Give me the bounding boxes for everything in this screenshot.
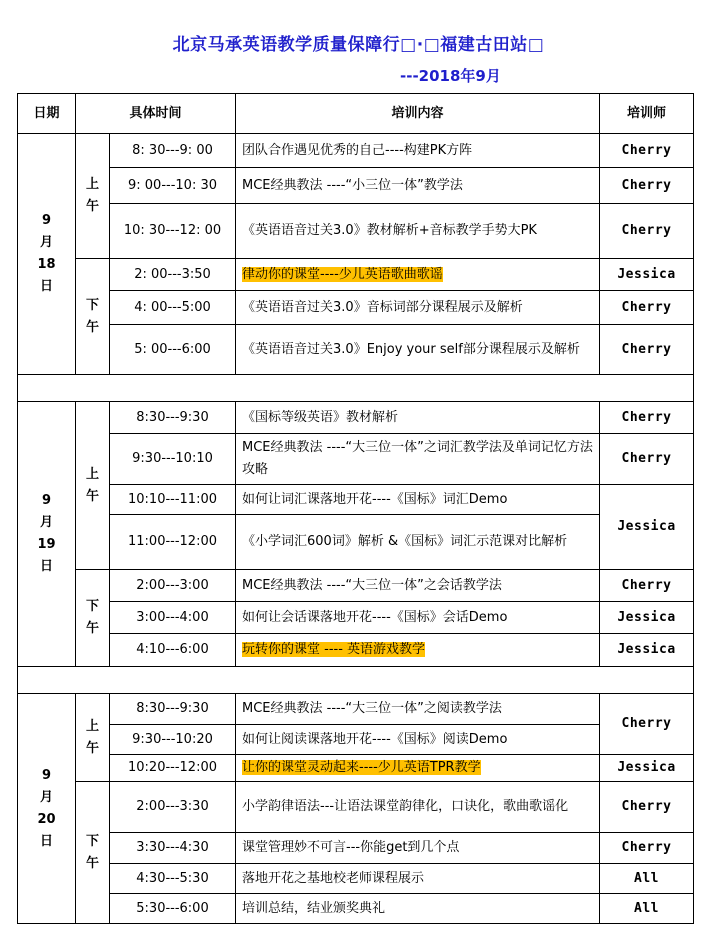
session-trainer: Cherry (600, 694, 694, 755)
session-time: 9:30---10:10 (110, 434, 236, 485)
session-time: 8: 30---9: 00 (110, 134, 236, 168)
session-time: 10: 30---12: 00 (110, 204, 236, 259)
session-content: 如何让词汇课落地开花----《国标》词汇Demo (236, 485, 600, 515)
day-date: 9 月 20 日 (18, 694, 76, 924)
session-content: 《国标等级英语》教材解析 (236, 402, 600, 434)
spacer-row (18, 375, 694, 402)
header-content: 培训内容 (236, 94, 600, 134)
header-row (18, 94, 694, 134)
session-time: 2: 00---3:50 (110, 259, 236, 291)
table-row (18, 864, 694, 894)
morning-label: 上 午 (76, 402, 110, 570)
session-time: 8:30---9:30 (110, 694, 236, 725)
session-time: 10:20---12:00 (110, 755, 236, 782)
morning-label: 上 午 (76, 134, 110, 259)
session-time: 9:30---10:20 (110, 725, 236, 755)
session-time: 9: 00---10: 30 (110, 168, 236, 204)
table-row (18, 259, 694, 291)
session-time: 2:00---3:30 (110, 782, 236, 833)
session-trainer: Cherry (600, 134, 694, 168)
session-trainer: Jessica (600, 602, 694, 634)
session-time: 3:00---4:00 (110, 602, 236, 634)
highlighted-text: 让你的课堂灵动起来----少儿英语TPR教学 (242, 760, 481, 775)
table-row (18, 402, 694, 434)
session-content: 团队合作遇见优秀的自己----构建PK方阵 (236, 134, 600, 168)
afternoon-label: 下 午 (76, 570, 110, 667)
day-date: 9 月 18 日 (18, 134, 76, 375)
table-row (18, 782, 694, 833)
table-row (18, 485, 694, 515)
table-row (18, 725, 694, 755)
table-row (18, 833, 694, 864)
session-content: 培训总结，结业颁奖典礼 (236, 894, 600, 924)
session-time: 10:10---11:00 (110, 485, 236, 515)
session-time: 4:30---5:30 (110, 864, 236, 894)
session-content: 小学韵律语法---让语法课堂韵律化，口诀化，歌曲歌谣化 (236, 782, 600, 833)
table-row (18, 894, 694, 924)
session-trainer: Jessica (600, 755, 694, 782)
schedule-table (17, 93, 694, 924)
session-trainer: Cherry (600, 402, 694, 434)
header-trainer: 培训师 (600, 94, 694, 134)
session-content: 落地开花之基地校老师课程展示 (236, 864, 600, 894)
session-content: 《英语语音过关3.0》Enjoy your self部分课程展示及解析 (236, 325, 600, 375)
table-row (18, 755, 694, 782)
session-time: 5: 00---6:00 (110, 325, 236, 375)
session-trainer: Cherry (600, 168, 694, 204)
table-row (18, 168, 694, 204)
session-trainer: Cherry (600, 204, 694, 259)
session-content: 《小学词汇600词》解析 &《国标》词汇示范课对比解析 (236, 515, 600, 570)
table-row (18, 602, 694, 634)
session-content: 如何让会话课落地开花----《国标》会话Demo (236, 602, 600, 634)
session-content: MCE经典教法 ----“小三位一体”教学法 (236, 168, 600, 204)
session-content (236, 634, 600, 667)
day-date: 9 月 19 日 (18, 402, 76, 667)
session-content (236, 259, 600, 291)
session-content: 《英语语音过关3.0》音标词部分课程展示及解析 (236, 291, 600, 325)
table-row (18, 694, 694, 725)
session-trainer: Cherry (600, 434, 694, 485)
session-trainer: Jessica (600, 634, 694, 667)
session-time: 2:00---3:00 (110, 570, 236, 602)
table-row (18, 325, 694, 375)
table-row (18, 570, 694, 602)
session-content: MCE经典教法 ----“大三位一体”之会话教学法 (236, 570, 600, 602)
afternoon-label: 下 午 (76, 782, 110, 924)
session-trainer: All (600, 864, 694, 894)
session-trainer: Cherry (600, 570, 694, 602)
table-row (18, 204, 694, 259)
session-time: 11:00---12:00 (110, 515, 236, 570)
table-row (18, 515, 694, 570)
session-content: 如何让阅读课落地开花----《国标》阅读Demo (236, 725, 600, 755)
session-time: 4:10---6:00 (110, 634, 236, 667)
page-subtitle: ---2018年9月 (400, 67, 501, 85)
session-time: 5:30---6:00 (110, 894, 236, 924)
session-trainer: Cherry (600, 782, 694, 833)
session-trainer: Jessica (600, 259, 694, 291)
afternoon-label: 下 午 (76, 259, 110, 375)
session-trainer: Jessica (600, 485, 694, 570)
session-trainer: Cherry (600, 291, 694, 325)
morning-label: 上 午 (76, 694, 110, 782)
session-trainer: Cherry (600, 833, 694, 864)
header-time: 具体时间 (76, 94, 236, 134)
session-content: MCE经典教法 ----“大三位一体”之词汇教学法及单词记忆方法攻略 (236, 434, 600, 485)
session-content: 《英语语音过关3.0》教材解析+音标教学手势大PK (236, 204, 600, 259)
session-time: 3:30---4:30 (110, 833, 236, 864)
highlighted-text: 玩转你的课堂 ---- 英语游戏教学 (242, 642, 426, 657)
session-time: 4: 00---5:00 (110, 291, 236, 325)
table-row (18, 634, 694, 667)
page-title: 北京马承英语教学质量保障行□·□福建古田站□ (172, 35, 545, 55)
session-trainer: All (600, 894, 694, 924)
highlighted-text: 律动你的课堂----少儿英语歌曲歌谣 (242, 266, 443, 282)
table-row (18, 291, 694, 325)
spacer-row (18, 667, 694, 694)
table-row (18, 134, 694, 168)
table-row (18, 434, 694, 485)
session-content: MCE经典教法 ----“大三位一体”之阅读教学法 (236, 694, 600, 725)
session-time: 8:30---9:30 (110, 402, 236, 434)
session-content (236, 755, 600, 782)
session-content: 课堂管理妙不可言---你能get到几个点 (236, 833, 600, 864)
session-trainer: Cherry (600, 325, 694, 375)
header-date: 日期 (18, 94, 76, 134)
